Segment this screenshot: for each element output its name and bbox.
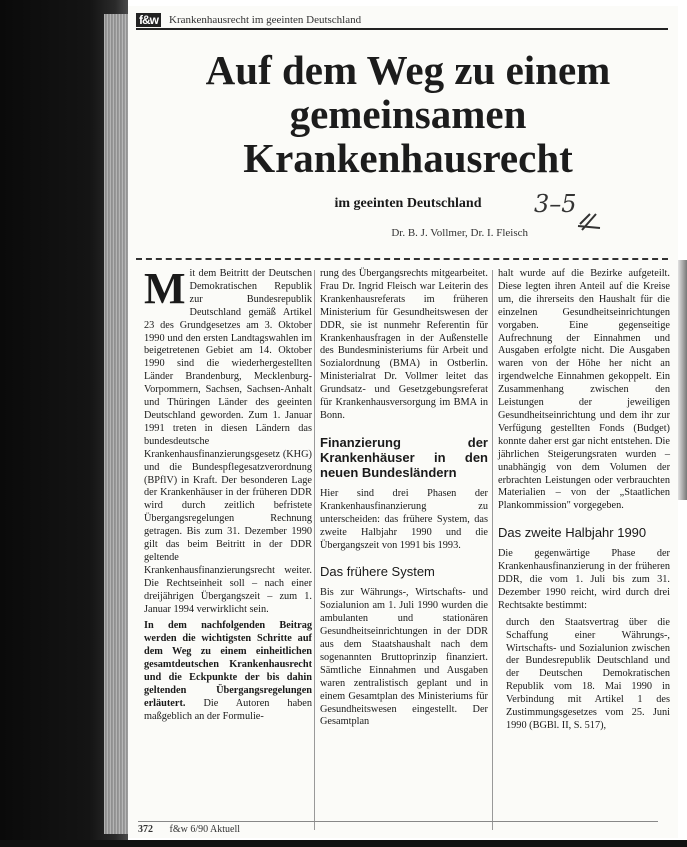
handwritten-note: 3–5 [534,190,577,218]
section-heading: Das zweite Halbjahr 1990 [498,525,647,541]
paragraph: Die gegenwärtige Phase der Krankenhausfinanzierung in der früheren DDR, die vom 1. Juli bis zum 31. Dezember 1990 reicht, wird durch drei Rechtsakte bestimmt: [498,548,670,611]
paragraph: rung des Übergangsrechts mitgearbeitet. Frau Dr. Ingrid Fleisch war Leiterin des Krankenhausreferats im früheren Ministerium für Gesundheitswesen der DDR, sie ist nunmehr Referentin für Krankenhausfragen in der Außenstelle des Bundesministeriums für Arbeit und Sozialordnung (BMA) in Ostberlin. Ministerialrat Dr. Vollmer leitet das Grundsatz- und Gesetzgebungsreferat für Krankenhausversorgung im BMA in Bonn. [320,268,488,421]
handwritten-annotation-icon [520,186,640,246]
article-subtitle: im geeinten Deutschland [334,196,482,211]
article-title: Auf dem Weg zu einem gemeinsamen Krankenhausrecht [205,47,611,181]
lead-continuation: Die Autoren haben maßgeblich an der Formulie- [144,697,313,722]
column-divider [492,270,493,830]
title-divider [136,258,668,260]
running-header [136,12,668,30]
page-footer [138,821,658,838]
intro-text: it dem Beitritt der Deutschen Demokratischen Republik zur Bundesrepublik Deutschland gemäß Artikel 23 des Grundgesetzes am 3. Oktober 1990 und den ersten Landtagswahlen im beigetretenen Gebiet am 14. Oktober 1990 sind die wiederhergestellten Länder Brandenburg, Mecklenburg-Vorpommern, Sachsen, Sachsen-Anhalt und Thüringen Länder des geeinten Deutschland geworden. Zum 1. Januar 1991 treten in diesen Ländern das bundesdeutsche Krankenhausfinanzierungsgesetz (KHG) und die Bundespflegesatzverordnung (BPflV) in Kraft. Der besonderen Lage der Krankenhäuser in der früheren DDR wird durch zeitlich befristete Übergangsregelungen Rechnung getragen. Bis zum 31. Dezember 1990 gilt das beim Beitritt in der DDR geltende Krankenhausfinanzierungsrecht weiter. Die Rechtseinheit soll – nach einer dreijährigen Übergangszeit – zum 1. Januar 1994 verwirklicht sein. [144,268,312,615]
journal-logo: f&w [136,13,161,27]
drop-cap: M [144,264,186,313]
paragraph: durch den Staatsvertrag über die Schaffung einer Währungs-, Wirtschafts- und Sozialunion zwischen der Bundesrepublik Deutschland und der Deutschen Demokratischen Republik vom 18. Mai 1990 in Verbindung mit Artikel 1 des Zustimmungsgesetzes vom 25. Juni 1990 (BGBl. II, S. 517), [506,616,670,731]
lead-text: In dem nachfolgenden Beitrag werden die wichtigsten Schritte auf dem Weg zu einem einheitlichen gesamtdeutschen Krankenhausrecht und die Eckpunkte der bis dahin geltenden Übergangsregelungen erläutert. [144,620,312,709]
bottom-shadow [0,840,687,847]
intro-paragraph [144,264,312,616]
journal-reference: f&w 6/90 Aktuell [169,824,241,835]
paragraph: Bis zur Währungs-, Wirtschafts- und Sozialunion am 1. Juli 1990 wurden die ambulanten und stationären Gesundheitseinrichtungen in der DDR aus dem Staatshaushalt nach dem sogenannten Bruttoprinzip finanziert. Sämtliche Einnahmen und Ausgaben waren zentralistisch geplant und in einem Gesamtplan des Ministeriums für Gesundheitswesen eingestellt. Der Gesamtplan [320,587,488,728]
running-title: Krankenhausrecht im geeinten Deutschland [169,14,362,26]
lead-paragraph [144,620,312,723]
right-page-edge [677,260,687,500]
paragraph: Hier sind drei Phasen der Krankenhausfinanzierung zu unterscheiden: das frühere System, das zweite Halbjahr 1990 und die Übergangszeit von 1991 bis 1993. [320,487,488,551]
page-edges [104,14,130,834]
article-authors: Dr. B. J. Vollmer, Dr. I. Fleisch [391,227,528,239]
column-divider [314,270,315,830]
column-3 [498,268,670,733]
section-heading: Finanzierung der Krankenhäuser in den neuen Bundesländern [320,434,488,480]
section-heading: Das frühere System [320,564,435,580]
document-page [128,6,678,838]
page-number: 372 [138,824,153,835]
paragraph: halt wurde auf die Bezirke aufgeteilt. Diese legten ihren Anteil auf die Kreise um, die ihrerseits den Haushalt für die einzelnen Gesundheitseinrichtungen vorgaben. Eine gegenseitige Aufrechnung der Einnahmen und Ausgaben erfolgte nicht. Die Ausgaben waren von der Höhe her nicht an irgendwelche Einnahmen gekoppelt. Ein Zusammenhang zwischen den Leistungen der jeweiligen Gesundheitseinrichtung und dem ihr zur Verfügung gestellten Fonds (Budget) konnte daher erst gar nicht entstehen. Die jährlichen Steigerungsraten wurden – unabhängig von dem Volumen der erbrachten Leistungen oder verbrauchten Materialien – von der „Staatlichen Plankommission" vorgegeben. [498,268,670,512]
column-1 [144,264,313,724]
column-2 [320,268,488,729]
